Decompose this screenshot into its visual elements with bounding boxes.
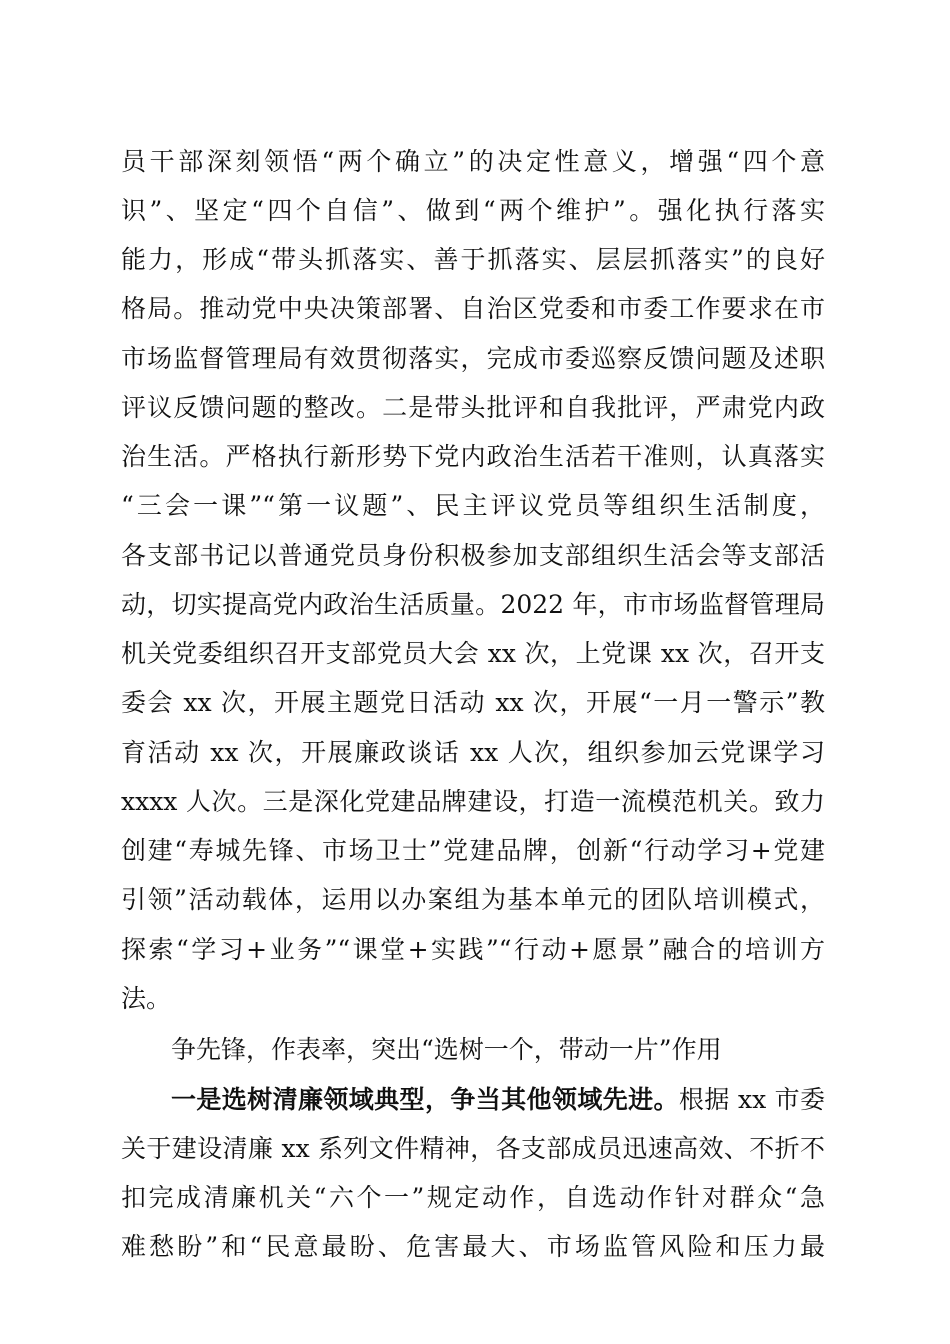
paragraph-line: 难愁盼”和“民意最盼、危害最大、市场监管风险和压力最 — [121, 1232, 825, 1261]
paragraph-line: 识”、坚定“四个自信”、做到“两个维护”。强化执行落实 — [121, 196, 825, 225]
paragraph-line: 动，切实提高党内政治生活质量。2022 年，市市场监督管理局 — [121, 590, 825, 619]
paragraph-line: 引领”活动载体，运用以办案组为基本单元的团队培训模式， — [121, 885, 825, 914]
paragraph-first-line — [171, 1080, 825, 1120]
paragraph-line: 格局。推动党中央决策部署、自治区党委和市委工作要求在市 — [121, 294, 825, 323]
paragraph-line: 治生活。严格执行新形势下党内政治生活若干准则，认真落实 — [121, 442, 825, 471]
paragraph-line: 育活动 xx 次，开展廉政谈话 xx 人次，组织参加云党课学习 — [121, 738, 825, 767]
paragraph-line: 机关党委组织召开支部党员大会 xx 次，上党课 xx 次，召开支 — [121, 639, 825, 668]
paragraph-line: 评议反馈问题的整改。二是带头批评和自我批评，严肃党内政 — [121, 393, 825, 422]
paragraph-line: 各支部书记以普通党员身份积极参加支部组织生活会等支部活 — [121, 541, 825, 570]
paragraph-line: 探索“学习+业务”“课堂+实践”“行动+愿景”融合的培训方 — [121, 935, 825, 964]
bold-lead: 一是选树清廉领域典型，争当其他领域先进。 — [171, 1085, 679, 1114]
paragraph-line: 市场监督管理局有效贯彻落实，完成市委巡察反馈问题及述职 — [121, 344, 825, 373]
paragraph-line: 委会 xx 次，开展主题党日活动 xx 次，开展“一月一警示”教 — [121, 688, 825, 717]
paragraph-line: 扣完成清廉机关“六个一”规定动作，自选动作针对群众“急 — [121, 1183, 825, 1212]
paragraph-line: 法。 — [121, 984, 172, 1013]
paragraph-line: 创建“寿城先锋、市场卫士”党建品牌，创新“行动学习+党建 — [121, 836, 825, 865]
paragraph-line: 员干部深刻领悟“两个确立”的决定性意义，增强“四个意 — [121, 147, 825, 176]
lead-rest: 根据 xx 市委 — [678, 1085, 825, 1114]
paragraph-line: 关于建设清廉 xx 系列文件精神，各支部成员迅速高效、不折不 — [121, 1134, 825, 1163]
paragraph-line: 能力，形成“带头抓落实、善于抓落实、层层抓落实”的良好 — [121, 245, 825, 274]
paragraph-line: “三会一课”“第一议题”、民主评议党员等组织生活制度， — [121, 491, 825, 520]
paragraph-line: xxxx 人次。三是深化党建品牌建设，打造一流模范机关。致力 — [121, 787, 825, 816]
section-heading: 争先锋，作表率，突出“选树一个，带动一片”作用 — [171, 1035, 722, 1064]
